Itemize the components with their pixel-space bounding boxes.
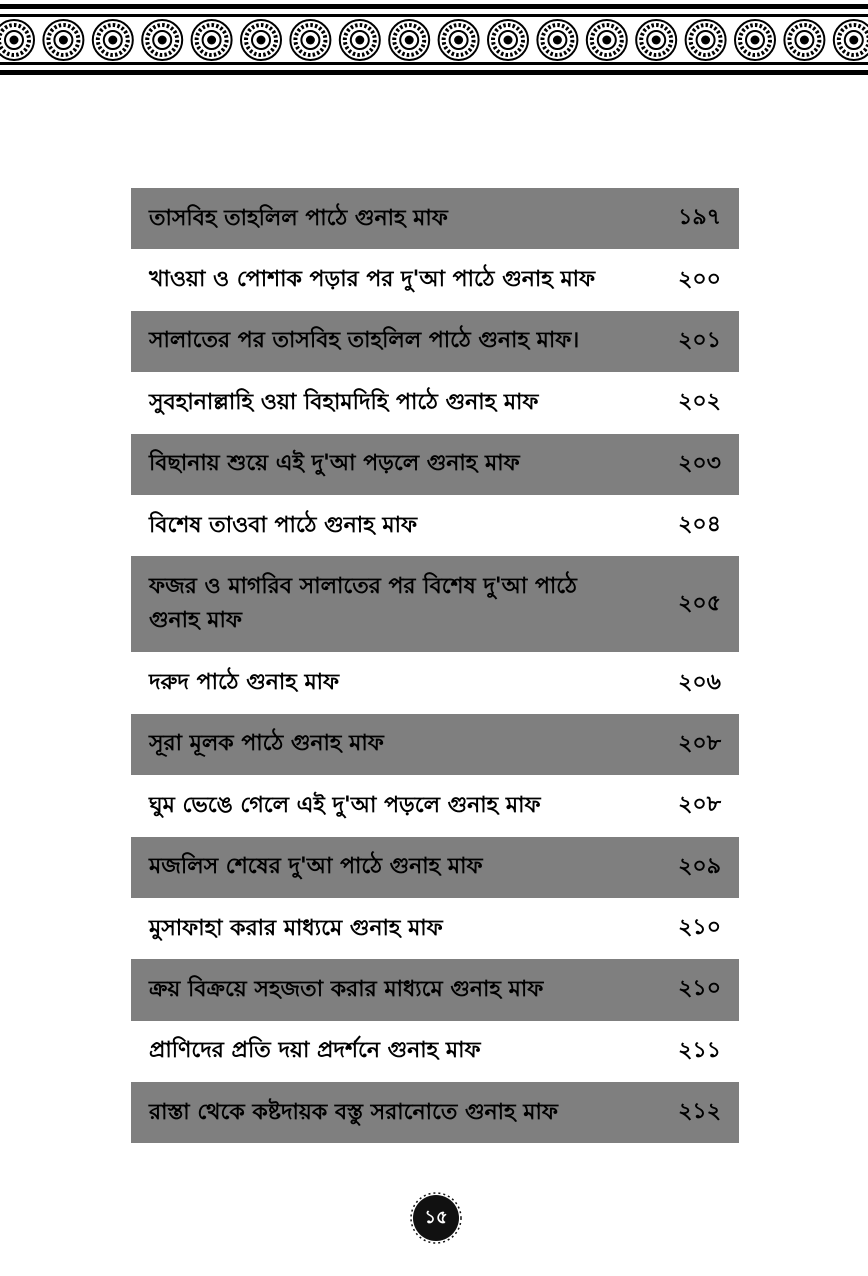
toc-entry-title: তাসবিহ তাহলিল পাঠে গুনাহ মাফ xyxy=(149,205,448,231)
border-medallion xyxy=(0,20,34,60)
border-medallion xyxy=(537,20,577,60)
toc-row[interactable] xyxy=(131,372,739,433)
toc-entry-page: ২১০ xyxy=(678,915,721,941)
toc-row[interactable] xyxy=(131,959,739,1020)
border-medallion xyxy=(389,20,429,60)
toc-row[interactable] xyxy=(131,495,739,556)
toc-entry-page: ২০০ xyxy=(678,266,721,292)
border-medallion xyxy=(192,20,232,60)
toc-row[interactable] xyxy=(131,556,739,652)
border-medallion xyxy=(636,20,676,60)
toc-entry-title: ক্রয় বিক্রয়ে সহজতা করার মাধ্যমে গুনাহ মাফ xyxy=(149,976,544,1002)
border-medallion xyxy=(93,20,133,60)
toc-entry-page: ২১০ xyxy=(678,976,721,1002)
border-medallion xyxy=(241,20,281,60)
border-medallion xyxy=(587,20,627,60)
border-medallion xyxy=(488,20,528,60)
toc-row[interactable] xyxy=(131,311,739,372)
toc-entry-title: ফজর ও মাগরিব সালাতের পর বিশেষ দু'আ পাঠে গুনাহ মাফ xyxy=(149,574,577,634)
toc-entry-page: ২০৫ xyxy=(678,590,721,616)
decorative-border xyxy=(0,0,868,80)
toc-entry-page: ২১১ xyxy=(678,1037,721,1063)
toc-entry-title: বিছানায় শুয়ে এই দু'আ পড়লে গুনাহ মাফ xyxy=(149,451,520,477)
border-medallion xyxy=(439,20,479,60)
toc-row[interactable] xyxy=(131,652,739,713)
toc-entry-page: ২০১ xyxy=(678,327,721,353)
toc-row[interactable] xyxy=(131,188,739,249)
toc-row[interactable] xyxy=(131,837,739,898)
toc-entry-page: ২০৮ xyxy=(678,792,721,818)
toc-entry-page: ২০২ xyxy=(678,389,721,415)
toc-entry-title: রাস্তা থেকে কষ্টদায়ক বস্তু সরানোতে গুনাহ মাফ xyxy=(149,1099,558,1125)
toc-entry-title: মুসাফাহা করার মাধ্যমে গুনাহ মাফ xyxy=(149,915,443,941)
toc-row[interactable] xyxy=(131,434,739,495)
toc-row[interactable] xyxy=(131,775,739,836)
toc-entry-title: মজলিস শেষের দু'আ পাঠে গুনাহ মাফ xyxy=(149,854,483,880)
toc-entry-page: ২১২ xyxy=(678,1099,721,1125)
border-medallion xyxy=(735,20,775,60)
border-medallion xyxy=(784,20,824,60)
border-medallion xyxy=(686,20,726,60)
toc-row[interactable] xyxy=(131,714,739,775)
toc-entry-page: ২০৪ xyxy=(678,512,721,538)
border-medallion xyxy=(834,20,868,60)
toc-row[interactable] xyxy=(131,1021,739,1082)
toc-row[interactable] xyxy=(131,1082,739,1143)
toc-entry-title: দরুদ পাঠে গুনাহ মাফ xyxy=(149,670,340,696)
border-medallion xyxy=(290,20,330,60)
toc-entry-title: সূরা মূলক পাঠে গুনাহ মাফ xyxy=(149,731,384,757)
toc-entry-title: সালাতের পর তাসবিহ তাহলিল পাঠে গুনাহ মাফ। xyxy=(149,328,580,354)
toc-entry-title: প্রাণিদের প্রতি দয়া প্রদর্শনে গুনাহ মাফ xyxy=(149,1038,481,1064)
border-medallion xyxy=(43,20,83,60)
toc-entry-page: ২০৬ xyxy=(678,669,721,695)
toc-entry-title: বিশেষ তাওবা পাঠে গুনাহ মাফ xyxy=(149,512,418,538)
table-of-contents xyxy=(131,188,739,1143)
toc-entry-page: ২০৩ xyxy=(678,450,721,476)
toc-entry-page: ২০৯ xyxy=(678,853,721,879)
toc-entry-title: সুবহানাল্লাহি ওয়া বিহামদিহি পাঠে গুনাহ মাফ xyxy=(149,389,539,415)
toc-row[interactable] xyxy=(131,898,739,959)
toc-row[interactable] xyxy=(131,249,739,310)
border-medallion xyxy=(142,20,182,60)
toc-entry-page: ২০৮ xyxy=(678,730,721,756)
toc-entry-page: ১৯৭ xyxy=(678,205,721,231)
page-number: ১৫ xyxy=(424,1206,448,1228)
toc-entry-title: খাওয়া ও পোশাক পড়ার পর দু'আ পাঠে গুনাহ মাফ xyxy=(149,267,596,293)
toc-entry-title: ঘুম ভেঙে গেলে এই দু'আ পড়লে গুনাহ মাফ xyxy=(149,792,541,818)
border-medallion xyxy=(340,20,380,60)
